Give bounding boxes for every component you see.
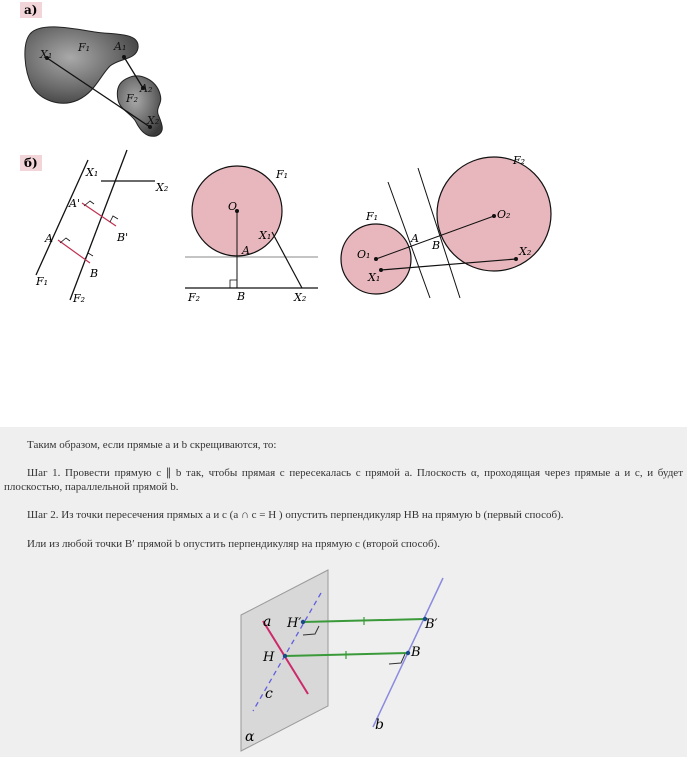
label-circle-x1: X₁ [259,229,272,242]
right-angle [230,280,237,288]
label-c: c [265,686,273,702]
label-blob-x1: X₁ [40,48,53,61]
point-x2 [514,257,518,261]
label-a: а) [24,3,38,17]
plane-alpha [241,570,328,751]
label-tc-x1: X₁ [368,271,381,284]
parallel-lines-diagram [35,150,168,305]
paragraph-intro: Таким образом, если прямые a и b скрещиваются, то: [27,439,277,451]
label-b: б) [24,156,38,170]
label-tc-o2: O₂ [497,208,511,221]
label-h: H [263,650,275,665]
perp-a-b [58,240,90,263]
point-h-prime [301,620,305,624]
label-lines-b: B [90,267,99,280]
label-lines-x2: X₂ [156,181,169,194]
label-b-line: b [375,717,384,733]
label-tc-x2: X₂ [519,245,532,258]
label-circle-x2: X₂ [294,291,307,304]
label-circle-o: O [228,200,238,213]
two-circles-diagram [341,154,551,298]
label-circle-f2: F₂ [188,291,201,304]
label-blob-f1: F₁ [78,41,91,54]
point-a1 [122,55,126,59]
label-tc-f1: F₁ [366,210,379,223]
label-h-prime: H′ [287,616,302,631]
label-lines-x1: X₁ [86,166,99,179]
line-f1 [36,160,88,275]
right-angle-1 [84,201,94,206]
right-angle-3 [60,238,70,243]
label-blob-a2: A₂ [140,82,153,95]
label-tc-f2: F₂ [513,154,526,167]
label-b-point: B [411,645,421,660]
point-b [406,651,410,655]
bottom-figure-svg [225,563,465,757]
segment-x1-x2 [272,232,302,288]
paragraph-alternative: Или из любой точки B′ прямой b опустить перпендикуляр на прямую c (второй способ). [27,538,440,550]
label-a: a [263,614,272,630]
label-lines-f1: F₁ [36,275,49,288]
label-blob-x2: X₂ [147,114,160,127]
label-circle-f1: F₁ [276,168,289,181]
label-lines-aprime: A' [69,197,80,210]
point-h [283,654,287,658]
line-f2 [70,150,127,300]
right-angle-2 [110,216,118,222]
label-lines-bprime: B' [117,231,129,244]
bottom-figure [225,563,465,757]
circle-line-diagram [185,166,318,304]
label-circle-a: A [242,244,250,257]
label-blob-a1: A₁ [114,40,127,53]
label-lines-f2: F₂ [73,292,86,305]
point-o2 [492,214,496,218]
paragraph-step-2: Шаг 2. Из точки пересечения прямых a и c (a ∩ c = H ) опустить перпендикуляр HB на прямую b (первый способ). [27,509,564,521]
label-alpha: α [245,729,255,745]
label-blob-f2: F₂ [126,92,139,105]
label-lines-a: A [45,232,53,245]
point-o1 [374,257,378,261]
label-tc-o1: O₁ [357,248,371,261]
label-circle-b: B [237,290,246,303]
label-tc-b: B [432,239,441,252]
paragraph-step-1: Шаг 1. Провести прямую c ∥ b так, чтобы прямая c пересекалась с прямой a. Плоскость α, проходящая через прямые a и c, и будет плоскостью, параллельной прямой b. [4,467,683,493]
label-b-prime: B′ [425,617,438,632]
label-tc-a: A [411,232,419,245]
